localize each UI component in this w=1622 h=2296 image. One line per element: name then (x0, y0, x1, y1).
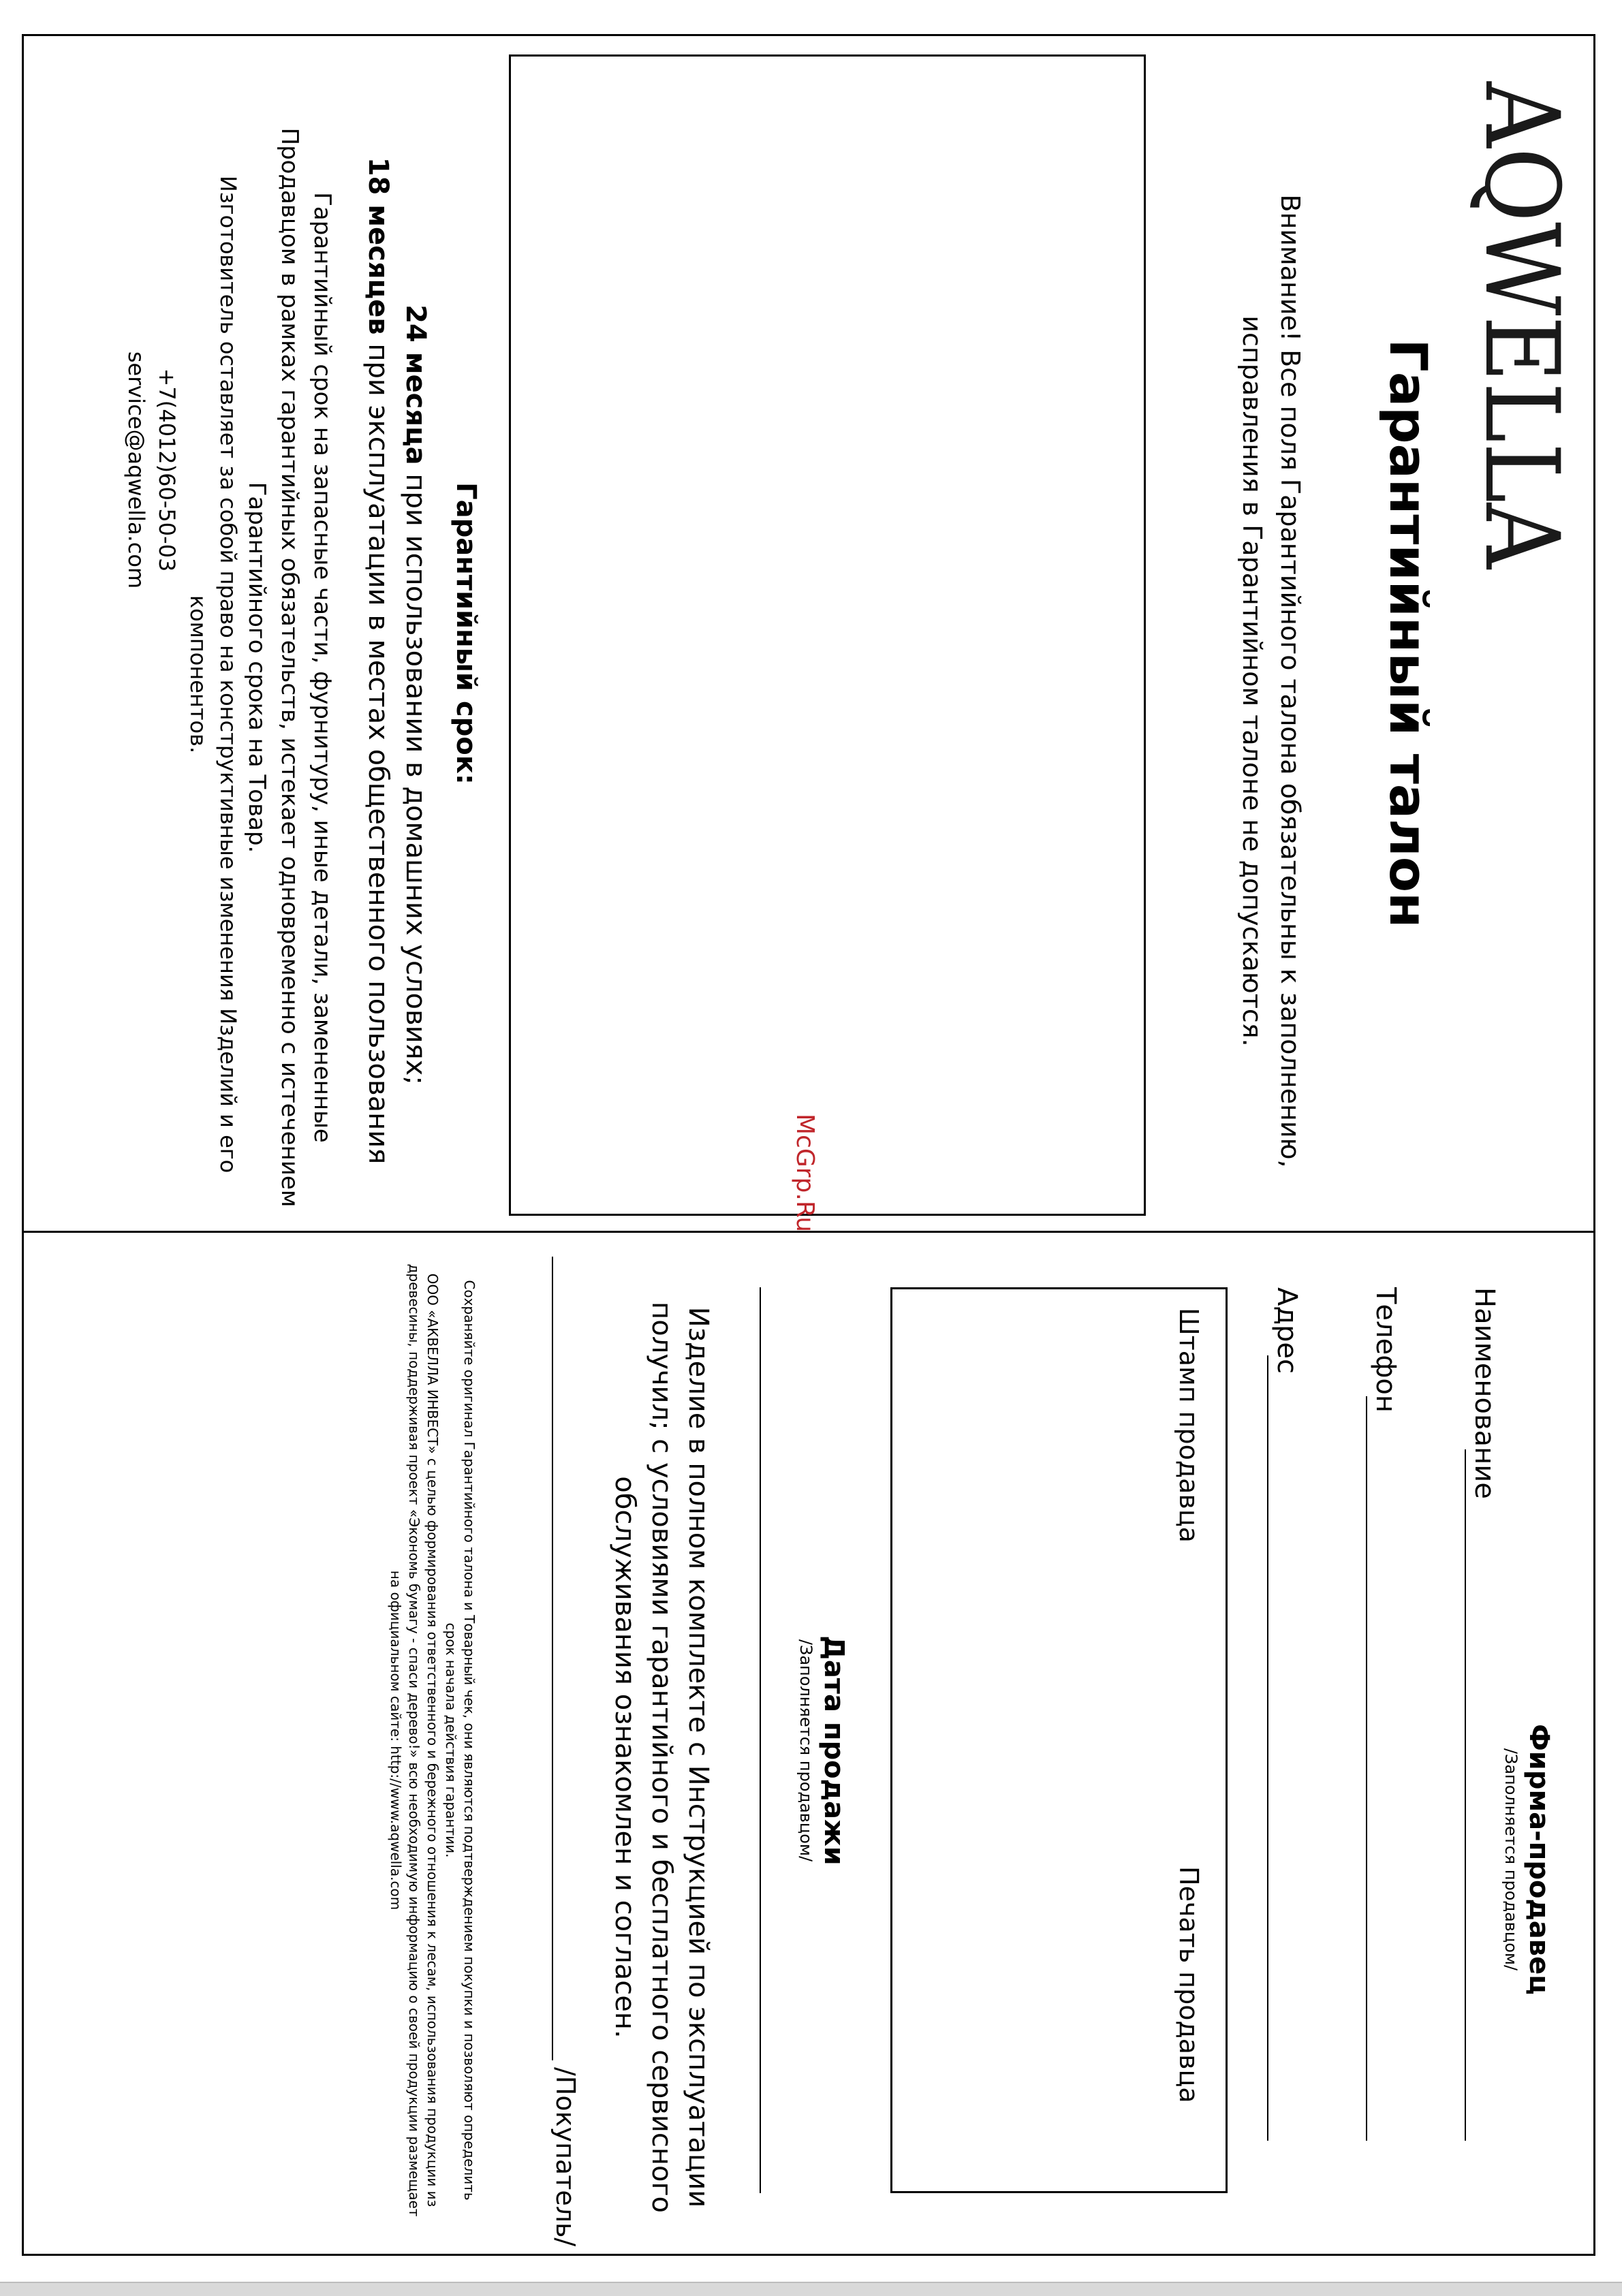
buyer-signature-field[interactable] (552, 1257, 553, 2060)
buyer-label: /Покупатель/ (550, 2067, 580, 2247)
seller-seal-label: Печать продавца (1174, 1866, 1204, 2103)
warranty-period-home-duration: 24 месяца (400, 304, 431, 465)
bottom-strip (0, 2282, 1622, 2296)
small-print-receipt-note: Сохраняйте оригинал Гарантийного талона и Товарный чек, они являются подтверждением покупки и позволяют определить срок начала действия гарантии. (443, 1280, 478, 2201)
warranty-period-public-text: при эксплуатации в местах общественного пользования (362, 334, 394, 1165)
small-print-eco-note: ООО «АКВЕЛЛА ИНВЕСТ» с целью формирования ответственного и бережного отношения к лесам, использования продукции из древесины, поддерживая проект «Экономь бумагу - спаси дерево!» всю необходимую информацию о своей продукции размещает на официальном сайте: http://www.aqwella.com (388, 1263, 441, 2217)
manufacturer-note: Изготовитель оставляет за собой право на конструктивные изменения Изделий и его компонентов. (185, 175, 241, 1174)
aqwella-logo-text: AQWELLA (1462, 82, 1580, 629)
seller-stamp-label: Штамп продавца (1174, 1308, 1204, 1543)
service-email: service@aqwella.com (123, 351, 149, 589)
warranty-cover (22, 34, 1595, 1233)
warranty-form (22, 1233, 1595, 2254)
seller-heading: Фирма-продавец (1523, 1724, 1555, 1995)
sale-date-heading: Дата продажи (818, 1635, 849, 1866)
seller-address-label: Адрес (1271, 1287, 1303, 1374)
page-title: Гарантийный талон (1378, 339, 1439, 928)
notice-text: Внимание! Все поля Гарантийного талона обязательны к заполнению, исправления в Гарантийном талоне не допускаются. (1237, 194, 1305, 1168)
sale-date-field[interactable] (760, 1287, 761, 2193)
watermark-text: McGrp.Ru (791, 1114, 819, 1233)
small-print (386, 1263, 478, 2217)
warranty-period-home-text: при использовании в домашних условиях; (400, 465, 431, 1085)
seller-name-field[interactable] (1465, 1449, 1466, 2141)
warranty-period-heading: Гарантийный срок: (450, 482, 482, 785)
spare-parts-note: Гарантийный срок на запасные части, фурнитуру, иные детали, замененные Продавцом в рамках гарантийных обязательств, истекает одновременно с истечением Гарантийного срока на Товар. (243, 127, 336, 1208)
buyer-statement: Изделие в полном комплекте с Инструкцией по эксплуатации получил; с условиями гарантийного и бесплатного сервисного обслуживания ознакомлен и согласен. (609, 1302, 714, 2213)
seller-name-label: Наименование (1469, 1287, 1500, 1499)
seller-address-field[interactable] (1267, 1355, 1268, 2141)
seller-hint: /Заполняется продавцом/ (1501, 1748, 1520, 1971)
image-frame (509, 54, 1146, 1233)
aqwella-logo-graphic (1462, 82, 1580, 629)
seller-phone-label: Телефон (1370, 1287, 1401, 1413)
warranty-period-public-duration: 18 месяцев (362, 157, 394, 335)
seller-phone-field[interactable] (1366, 1396, 1367, 2141)
service-phone: +7(4012)60-50-03 (154, 368, 180, 572)
sale-date-hint: /Заполняется продавцом/ (796, 1639, 815, 1862)
warranty-period-public (360, 150, 396, 1171)
warranty-period-home (397, 252, 434, 1137)
aqwella-logo (1462, 82, 1580, 629)
